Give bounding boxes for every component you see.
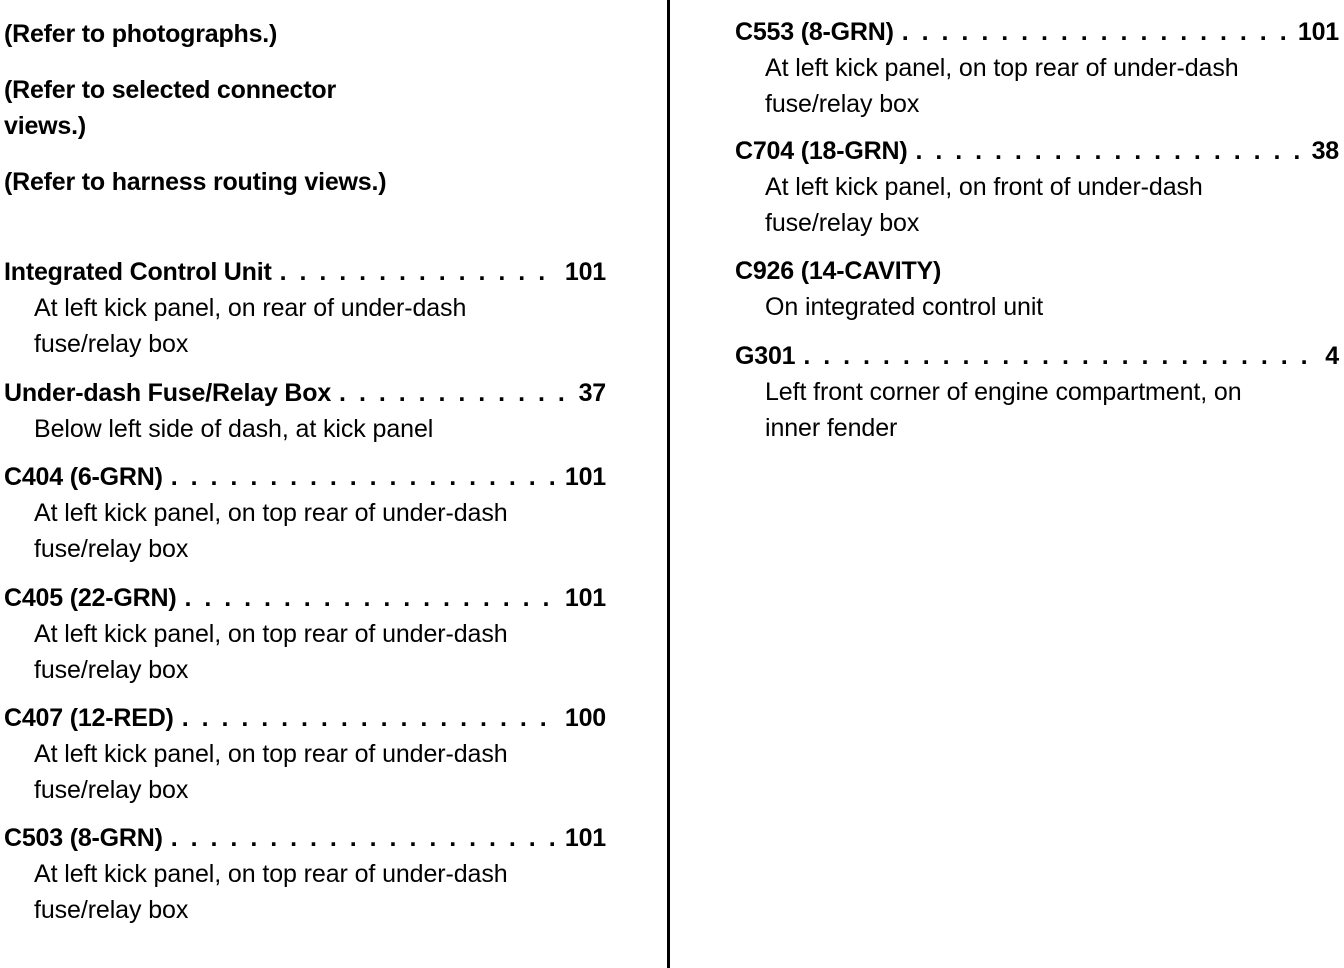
entry-heading (4, 700, 606, 736)
entry-page-ref: 101 (564, 463, 606, 491)
entry-page-ref: 4 (1325, 342, 1339, 370)
entry-page-ref: 37 (578, 379, 606, 407)
entry-heading (4, 580, 606, 616)
dot-leader (803, 338, 1319, 374)
entry-name: C553 (8-GRN) (735, 18, 894, 46)
note-connector-views: (Refer to selected connector views.) (4, 76, 336, 140)
entry-page-ref: 101 (564, 584, 606, 612)
entry-page-ref: 101 (564, 824, 606, 852)
entry-location: At left kick panel, on rear of under-dash fuse/relay box (34, 294, 467, 358)
dot-leader (915, 133, 1305, 169)
dot-leader (171, 820, 559, 856)
entry-page-ref: 101 (564, 258, 606, 286)
entry-location: At left kick panel, on top rear of under-dash fuse/relay box (34, 740, 508, 804)
entry-name: C405 (22-GRN) (4, 584, 177, 612)
dot-leader (182, 700, 559, 736)
entry-name: G301 (735, 342, 796, 370)
component-entry (4, 375, 606, 447)
entry-heading (735, 253, 1339, 289)
ground-entry (735, 338, 1339, 446)
entry-heading (4, 459, 606, 495)
entry-location: At left kick panel, on front of under-dash fuse/relay box (765, 173, 1203, 237)
connector-entry (4, 580, 606, 688)
dot-leader (902, 14, 1292, 50)
entry-heading (735, 338, 1339, 374)
entry-location: On integrated control unit (765, 293, 1044, 321)
connector-entry (735, 253, 1339, 325)
entry-name: C926 (14-CAVITY) (735, 257, 942, 285)
entry-name: Under-dash Fuse/Relay Box (4, 379, 332, 407)
entry-location: Below left side of dash, at kick panel (34, 415, 434, 443)
entry-name: C407 (12-RED) (4, 704, 174, 732)
connector-entry (4, 820, 606, 928)
entry-name: Integrated Control Unit (4, 258, 272, 286)
entry-name: C704 (18-GRN) (735, 137, 908, 165)
entry-page-ref: 101 (1297, 18, 1339, 46)
entry-heading (4, 254, 606, 290)
dot-leader (339, 375, 573, 411)
entry-location: At left kick panel, on top rear of under-dash fuse/relay box (34, 620, 508, 684)
note-photographs: (Refer to photographs.) (4, 20, 278, 48)
entry-location: At left kick panel, on top rear of under-dash fuse/relay box (34, 499, 508, 563)
entry-heading (735, 133, 1339, 169)
entry-heading (4, 820, 606, 856)
entry-name: C503 (8-GRN) (4, 824, 163, 852)
note-harness-routing: (Refer to harness routing views.) (4, 168, 387, 196)
connector-entry (735, 133, 1339, 241)
entry-page-ref: 100 (564, 704, 606, 732)
entry-location: Left front corner of engine compartment, on inner fender (765, 378, 1242, 442)
column-divider (667, 0, 670, 968)
connector-entry (4, 459, 606, 567)
dot-leader (171, 459, 559, 495)
entry-page-ref: 38 (1311, 137, 1339, 165)
entry-name: C404 (6-GRN) (4, 463, 163, 491)
dot-leader (280, 254, 559, 290)
entry-heading (4, 375, 606, 411)
connector-entry (735, 14, 1339, 122)
component-entry (4, 254, 606, 362)
entry-location: At left kick panel, on top rear of under-dash fuse/relay box (765, 54, 1239, 118)
entry-location: At left kick panel, on top rear of under-dash fuse/relay box (34, 860, 508, 924)
dot-leader (184, 580, 558, 616)
connector-entry (4, 700, 606, 808)
entry-heading (735, 14, 1339, 50)
